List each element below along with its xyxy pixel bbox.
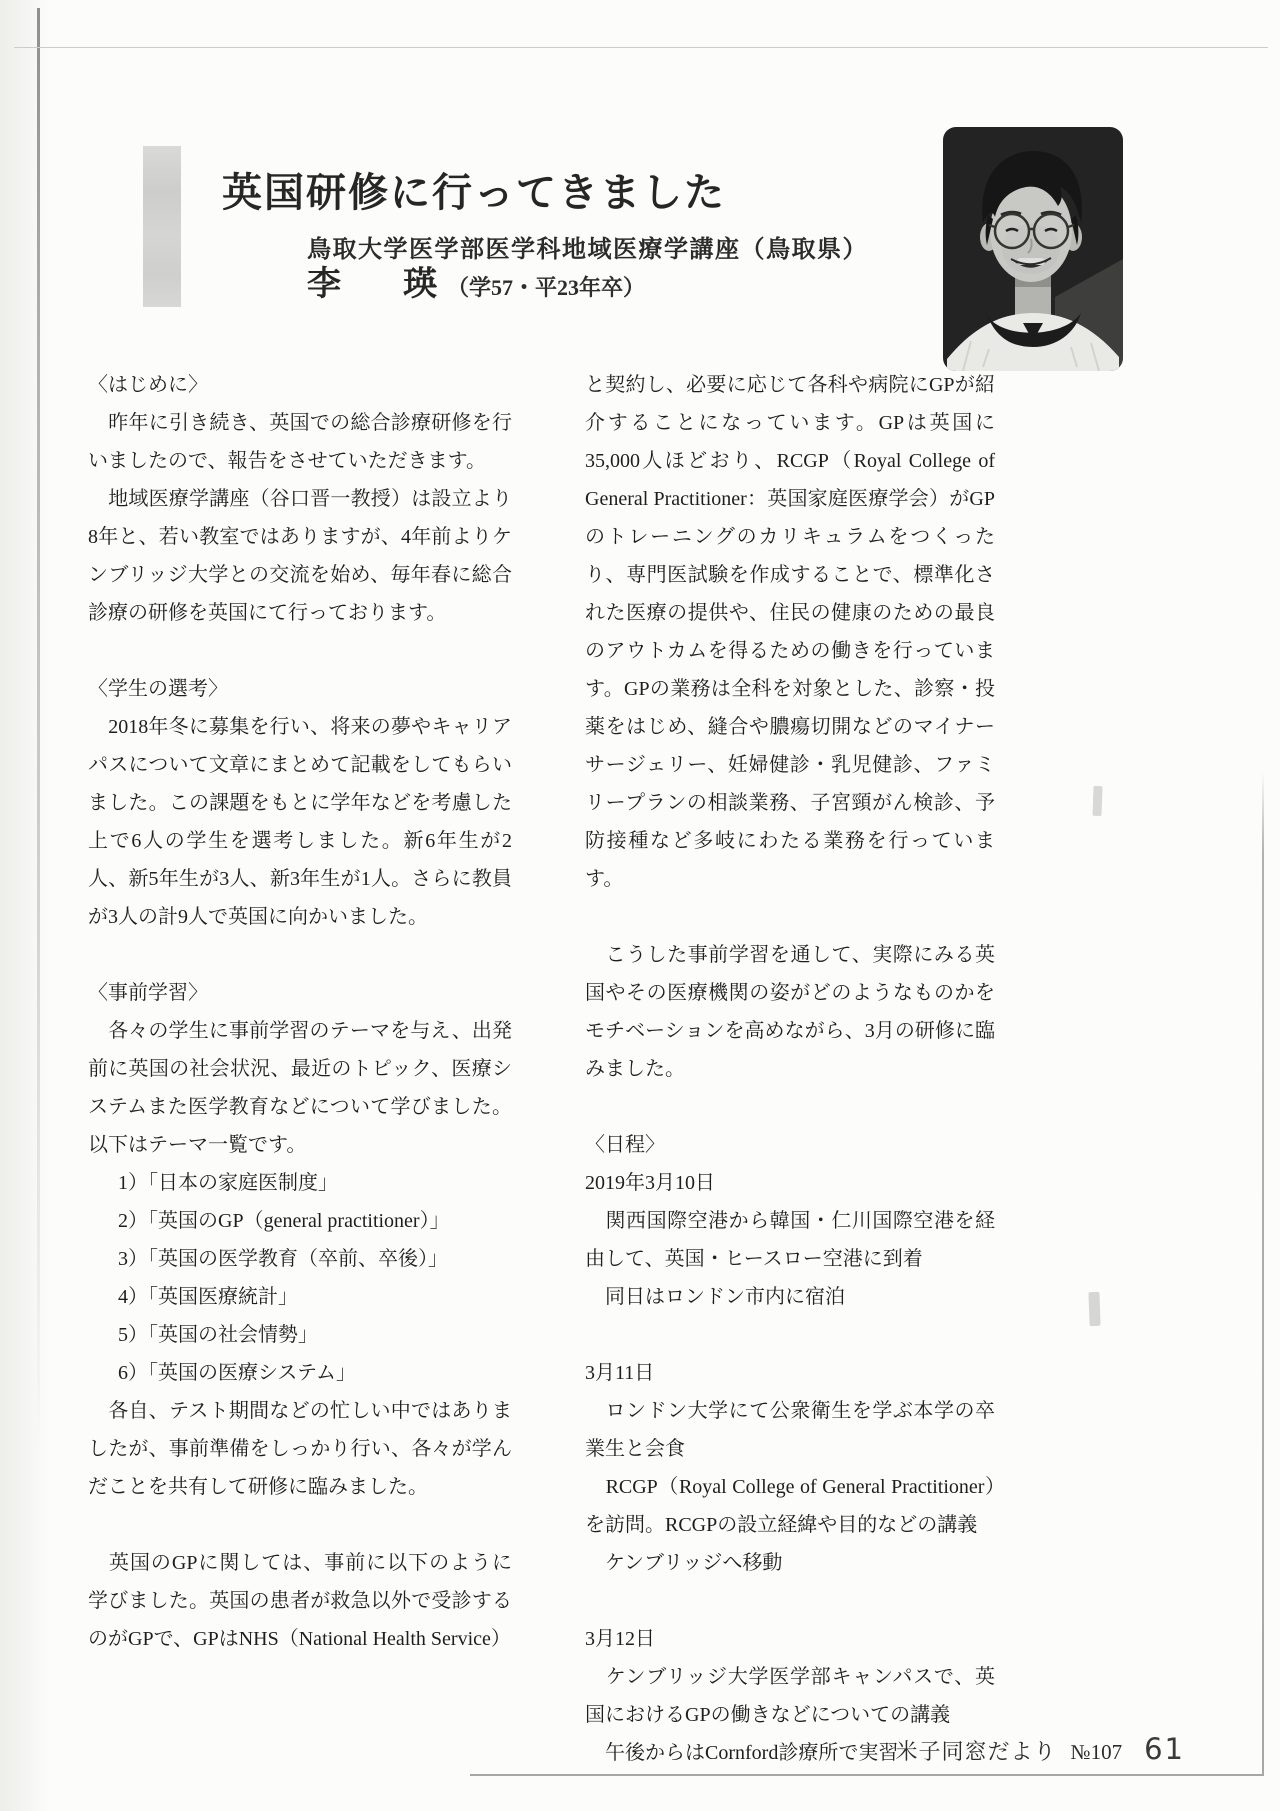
section-heading: 〈日程〉 [585,1134,665,1156]
spacer [585,898,995,936]
paragraph: 各自、テスト期間などの忙しい中ではありましたが、事前準備をしっかり行い、各々が学んだことを共有して研修に臨みました。 [88,1400,512,1498]
paragraph: 地域医療学講座（谷口晋一教授）は設立より8年と、若い教室ではありますが、4年前よりケンブリッジ大学との交流を始め、毎年春に総合診療の研修を英国にて行っております。 [88,488,512,624]
spacer [88,1506,512,1544]
list-item: 1）「日本の家庭医制度」 [118,1172,338,1194]
footer-rule-line [470,1774,1263,1776]
paragraph: 関西国際空港から韓国・仁川国際空港を経由して、英国・ヒースロー空港に到着 [585,1210,995,1270]
spacer [88,632,512,670]
spacer [585,1088,995,1126]
paragraph: ロンドン大学にて公衆衛生を学ぶ本学の卒業生と会食 [585,1400,995,1460]
page-footer [896,1732,1185,1766]
author-portrait-photo [943,127,1123,371]
paragraph: 昨年に引き続き、英国での総合診療研修を行いましたので、報告をさせていただきます。 [88,412,512,472]
page-spine-shadow [0,0,60,1811]
right-page-edge-line [1262,772,1264,1776]
paragraph: 各々の学生に事前学習のテーマを与え、出発前に英国の社会状況、最近のトピック、医療システムまた医学教育などについて学びました。以下はテーマ一覧です。 [88,1020,512,1156]
author-affiliation: 鳥取大学医学部医学科地域医療学講座（鳥取県） [307,237,868,263]
author-surname: 李 [307,266,341,303]
spacer [88,936,512,974]
portrait-illustration [943,127,1123,371]
scan-smudge-mark [1092,786,1102,816]
list-item: 4）「英国医療統計」 [118,1286,298,1308]
page-spine-line [37,8,40,1508]
left-text-column [88,366,512,1658]
issue-number: №107 [1070,1740,1123,1764]
paragraph: 同日はロンドン市内に宿泊 [585,1286,845,1308]
paragraph: 英国のGPに関しては、事前に以下のように学びました。英国の患者が救急以外で受診するのがGPで、GPはNHS（National Health Service） [88,1552,512,1650]
paragraph: 3月11日 [585,1362,655,1384]
scan-smudge-mark [1088,1292,1100,1326]
paragraph: RCGP（Royal College of General Practitioner）を訪問。RCGPの設立経緯や目的などの講義 [585,1476,995,1536]
list-item: 5）「英国の社会情勢」 [118,1324,318,1346]
paragraph: ケンブリッジへ移動 [585,1552,783,1574]
spacer [585,1582,995,1620]
author-line [307,256,645,305]
publication-name: 米子同窓だより [895,1739,1057,1764]
section-heading: 〈はじめに〉 [88,374,208,396]
list-item: 2）「英国のGP（general practitioner）」 [118,1210,450,1232]
paragraph: 午後からはCornford診療所で実習 [585,1742,899,1764]
title-decoration-bar [143,146,181,307]
author-graduation-note: （学57・平23年卒） [447,275,646,300]
section-heading: 〈事前学習〉 [88,982,208,1004]
paragraph: ケンブリッジ大学医学部キャンパスで、英国におけるGPの働きなどについての講義 [585,1666,995,1726]
right-text-column [585,366,995,1772]
paragraph: 2019年3月10日 [585,1172,715,1194]
paragraph: 3月12日 [585,1628,655,1650]
top-scan-line [14,47,1268,48]
section-heading: 〈学生の選考〉 [88,678,228,700]
page-number: 61 [1144,1732,1185,1766]
list-item: 6）「英国の医療システム」 [118,1362,356,1384]
spacer [585,1316,995,1354]
paragraph: と契約し、必要に応じて各科や病院にGPが紹介することになっています。GPは英国に35,000人ほどおり、RCGP（Royal College of General Practitioner：英国家庭医療学会）がGPのトレーニングのカリキュラムをつくったり、専門医試験を作成することで、標準化された医療の提供や、住民の健康のための最良のアウトカムを得るための働きを行っています。GPの業務は全科を対象とした、診察・投薬をはじめ、縫合や膿瘍切開などのマイナーサージェリー、妊婦健診・乳児健診、ファミリープランの相談業務、子宮頸がん検診、予防接種など多岐にわたる業務を行っています。 [585,374,995,890]
paragraph: 2018年冬に募集を行い、将来の夢やキャリアパスについて文章にまとめて記載をしてもらいました。この課題をもとに学年などを考慮した上で6人の学生を選考しました。新6年生が2人、新5年生が3人、新3年生が1人。さらに教員が3人の計9人で英国に向かいました。 [88,716,512,928]
article-title: 英国研修に行ってきました [222,170,726,215]
paragraph: こうした事前学習を通して、実際にみる英国やその医療機関の姿がどのようなものかをモチベーションを高めながら、3月の研修に臨みました。 [585,944,995,1080]
author-given-name: 瑛 [403,266,437,303]
list-item: 3）「英国の医学教育（卒前、卒後）」 [118,1248,448,1270]
